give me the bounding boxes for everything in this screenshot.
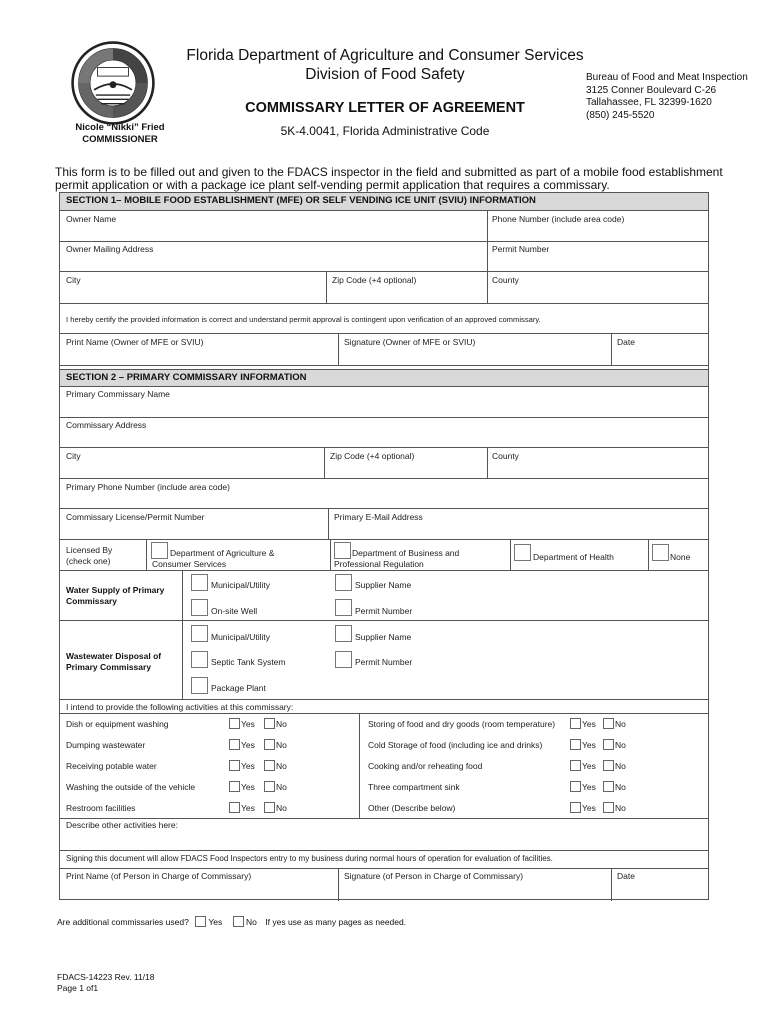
licensed-by-line: (check one): [66, 556, 111, 566]
activity-yes-checkbox[interactable]: [570, 760, 581, 771]
activity-label: Other (Describe below): [368, 803, 456, 813]
activity-label: Dumping wastewater: [66, 740, 146, 750]
activity-label: Storing of food and dry goods (room temperature): [368, 719, 556, 729]
commissary-city-field[interactable]: City: [66, 451, 81, 461]
commissary-email-field[interactable]: Primary E-Mail Address: [334, 512, 423, 522]
activity-label: Washing the outside of the vehicle: [66, 782, 196, 792]
bureau-line: (850) 245-5520: [586, 109, 655, 121]
activity-no-checkbox[interactable]: [264, 739, 275, 750]
water-supply-line: Water Supply of Primary: [66, 585, 165, 595]
activity-yes-label: Yes: [241, 740, 255, 750]
activity-no-checkbox[interactable]: [603, 781, 614, 792]
water-permit-checkbox[interactable]: [335, 599, 352, 616]
activity-yes-label: Yes: [582, 740, 596, 750]
additional-note: If yes use as many pages as needed.: [265, 917, 407, 927]
water-supplier-field[interactable]: Supplier Name: [355, 580, 412, 590]
wastewater-line: Wastewater Disposal of: [66, 651, 162, 661]
additional-yes-label: Yes: [208, 917, 223, 927]
activity-no-checkbox[interactable]: [603, 718, 614, 729]
form-number: FDACS-14223 Rev. 11/18: [57, 972, 155, 982]
commissary-zip-field[interactable]: Zip Code (+4 optional): [330, 451, 415, 461]
waste-supplier-field[interactable]: Supplier Name: [355, 632, 412, 642]
section2-heading: SECTION 2 – PRIMARY COMMISSARY INFORMATION: [60, 370, 708, 386]
owner-phone-field[interactable]: Phone Number (include area code): [492, 214, 625, 224]
waste-permit-checkbox[interactable]: [335, 651, 352, 668]
activity-no-label: No: [615, 803, 626, 813]
commissioner-block: [60, 122, 180, 146]
waste-municipal-label: Municipal/Utility: [211, 632, 271, 642]
activity-yes-label: Yes: [241, 803, 255, 813]
activity-yes-label: Yes: [241, 761, 255, 771]
activity-no-label: No: [276, 803, 287, 813]
department-name: Florida Department of Agriculture and Consumer Services: [186, 47, 584, 64]
activity-yes-checkbox[interactable]: [229, 718, 240, 729]
activity-yes-checkbox[interactable]: [570, 802, 581, 813]
admin-code: 5K-4.0041, Florida Administrative Code: [280, 124, 490, 138]
owner-mailing-field[interactable]: Owner Mailing Address: [66, 244, 154, 254]
activity-no-label: No: [276, 719, 287, 729]
signing-statement: Signing this document will allow FDACS Food Inspectors entry to my business during normal hours of operation for evaluation of facilities.: [66, 854, 553, 863]
owner-date-field[interactable]: Date: [617, 337, 635, 347]
activity-label: Cold Storage of food (including ice and drinks): [368, 740, 543, 750]
fdacs-seal-logo: [70, 40, 156, 126]
activity-no-checkbox[interactable]: [603, 802, 614, 813]
bureau-line: Bureau of Food and Meat Inspection: [586, 72, 748, 83]
owner-city-field[interactable]: City: [66, 275, 81, 285]
owner-print-name-field[interactable]: Print Name (Owner of MFE or SVIU): [66, 337, 204, 347]
water-supply-label: [66, 585, 164, 607]
activity-no-label: No: [615, 740, 626, 750]
commissary-phone-field[interactable]: Primary Phone Number (include area code): [66, 482, 230, 492]
page-number: Page 1 of1: [57, 983, 99, 993]
activity-yes-checkbox[interactable]: [570, 718, 581, 729]
activity-label: Dish or equipment washing: [66, 719, 169, 729]
additional-yes-checkbox[interactable]: [195, 916, 206, 927]
waste-septic-label: Septic Tank System: [211, 657, 286, 667]
water-well-checkbox[interactable]: [191, 599, 208, 616]
activity-no-checkbox[interactable]: [603, 739, 614, 750]
form-title: COMMISSARY LETTER OF AGREEMENT: [245, 100, 525, 116]
agriculture-option: [152, 548, 274, 570]
business-reg-option: [334, 548, 459, 570]
owner-county-field[interactable]: County: [492, 275, 519, 285]
commissary-print-name-field[interactable]: Print Name (of Person in Charge of Commissary): [66, 871, 252, 881]
wastewater-line: Primary Commissary: [66, 662, 152, 672]
health-label: Department of Health: [533, 552, 614, 562]
activity-no-checkbox[interactable]: [264, 781, 275, 792]
section1-heading: SECTION 1– MOBILE FOOD ESTABLISHMENT (MFE) OR SELF VENDING ICE UNIT (SVIU) INFORMATION: [60, 193, 708, 210]
none-label: None: [670, 552, 691, 562]
activity-label: Three compartment sink: [368, 782, 460, 792]
activity-no-label: No: [276, 761, 287, 771]
water-municipal-label: Municipal/Utility: [211, 580, 271, 590]
owner-signature-field[interactable]: Signature (Owner of MFE or SVIU): [344, 337, 476, 347]
activity-no-checkbox[interactable]: [603, 760, 614, 771]
waste-septic-checkbox[interactable]: [191, 651, 208, 668]
waste-package-label: Package Plant: [211, 683, 266, 693]
water-well-label: On-site Well: [211, 606, 258, 616]
permit-number-field[interactable]: Permit Number: [492, 244, 550, 254]
bureau-line: 3125 Conner Boulevard C-26: [586, 84, 717, 96]
additional-commissaries-row: [57, 916, 406, 927]
intro-text: This form is to be filled out and given to the FDACS inspector in the field and submitted as part of a mobile food establishment permit application or with a package ice plant self-vending permit application that requires a commissary.: [55, 165, 723, 192]
activity-yes-checkbox[interactable]: [570, 739, 581, 750]
commissary-county-field[interactable]: County: [492, 451, 519, 461]
describe-other-field[interactable]: Describe other activities here:: [66, 820, 178, 830]
activity-yes-label: Yes: [582, 761, 596, 771]
commissary-signature-field[interactable]: Signature (of Person in Charge of Commissary): [344, 871, 524, 881]
activity-label: Cooking and/or reheating food: [368, 761, 483, 771]
waste-package-checkbox[interactable]: [191, 677, 208, 694]
activity-no-label: No: [276, 782, 287, 792]
activity-no-checkbox[interactable]: [264, 760, 275, 771]
commissioner-name: Nicole “Nikki” Fried: [75, 122, 165, 133]
activity-yes-label: Yes: [582, 782, 596, 792]
additional-no-label: No: [246, 917, 257, 927]
division-name: Division of Food Safety: [305, 66, 465, 83]
bureau-address: [586, 72, 748, 122]
certify-statement: I hereby certify the provided information is correct and understand permit approval is contingent upon verification of an approved commissary.: [66, 315, 541, 324]
wastewater-label: [66, 651, 161, 673]
health-checkbox[interactable]: [514, 544, 531, 561]
activity-no-checkbox[interactable]: [264, 718, 275, 729]
activity-label: Receiving potable water: [66, 761, 157, 771]
activity-label: Restroom facilities: [66, 803, 136, 813]
form-box: [59, 192, 709, 900]
water-municipal-checkbox[interactable]: [191, 574, 208, 591]
commissary-date-field[interactable]: Date: [617, 871, 635, 881]
owner-zip-field[interactable]: Zip Code (+4 optional): [332, 275, 417, 285]
activity-no-label: No: [615, 761, 626, 771]
bureau-line: Tallahassee, FL 32399-1620: [586, 97, 712, 108]
activity-yes-label: Yes: [582, 803, 596, 813]
additional-question: Are additional commissaries used?: [57, 917, 189, 927]
licensed-by-label: [66, 545, 112, 567]
activity-no-label: No: [276, 740, 287, 750]
owner-name-field[interactable]: Owner Name: [66, 214, 117, 224]
activity-yes-checkbox[interactable]: [570, 781, 581, 792]
waste-municipal-checkbox[interactable]: [191, 625, 208, 642]
waste-supplier-checkbox[interactable]: [335, 625, 352, 642]
water-supplier-checkbox[interactable]: [335, 574, 352, 591]
commissary-license-field[interactable]: Commissary License/Permit Number: [66, 512, 205, 522]
footer: [57, 972, 154, 994]
water-permit-field[interactable]: Permit Number: [355, 606, 413, 616]
commissary-address-field[interactable]: Commissary Address: [66, 420, 147, 430]
activity-no-label: No: [615, 719, 626, 729]
none-checkbox[interactable]: [652, 544, 669, 561]
activity-yes-checkbox[interactable]: [229, 802, 240, 813]
waste-permit-field[interactable]: Permit Number: [355, 657, 413, 667]
commissary-name-field[interactable]: Primary Commissary Name: [66, 389, 170, 399]
activity-yes-label: Yes: [241, 782, 255, 792]
activity-no-checkbox[interactable]: [264, 802, 275, 813]
business-reg-label-line: Department of Business and: [352, 548, 460, 558]
activity-yes-label: Yes: [241, 719, 255, 729]
licensed-by-line: Licensed By: [66, 545, 113, 555]
activity-yes-checkbox[interactable]: [229, 781, 240, 792]
activities-intro: I intend to provide the following activities at this commissary:: [66, 702, 294, 712]
commissioner-title: COMMISSIONER: [82, 134, 158, 145]
activity-no-label: No: [615, 782, 626, 792]
activity-yes-checkbox[interactable]: [229, 739, 240, 750]
water-supply-line: Commissary: [66, 596, 118, 606]
additional-no-checkbox[interactable]: [233, 916, 244, 927]
activity-yes-checkbox[interactable]: [229, 760, 240, 771]
business-reg-label-line: Professional Regulation: [334, 559, 424, 569]
activity-yes-label: Yes: [582, 719, 596, 729]
agriculture-label-line: Department of Agriculture &: [170, 548, 275, 558]
agriculture-label-line: Consumer Services: [152, 559, 227, 569]
